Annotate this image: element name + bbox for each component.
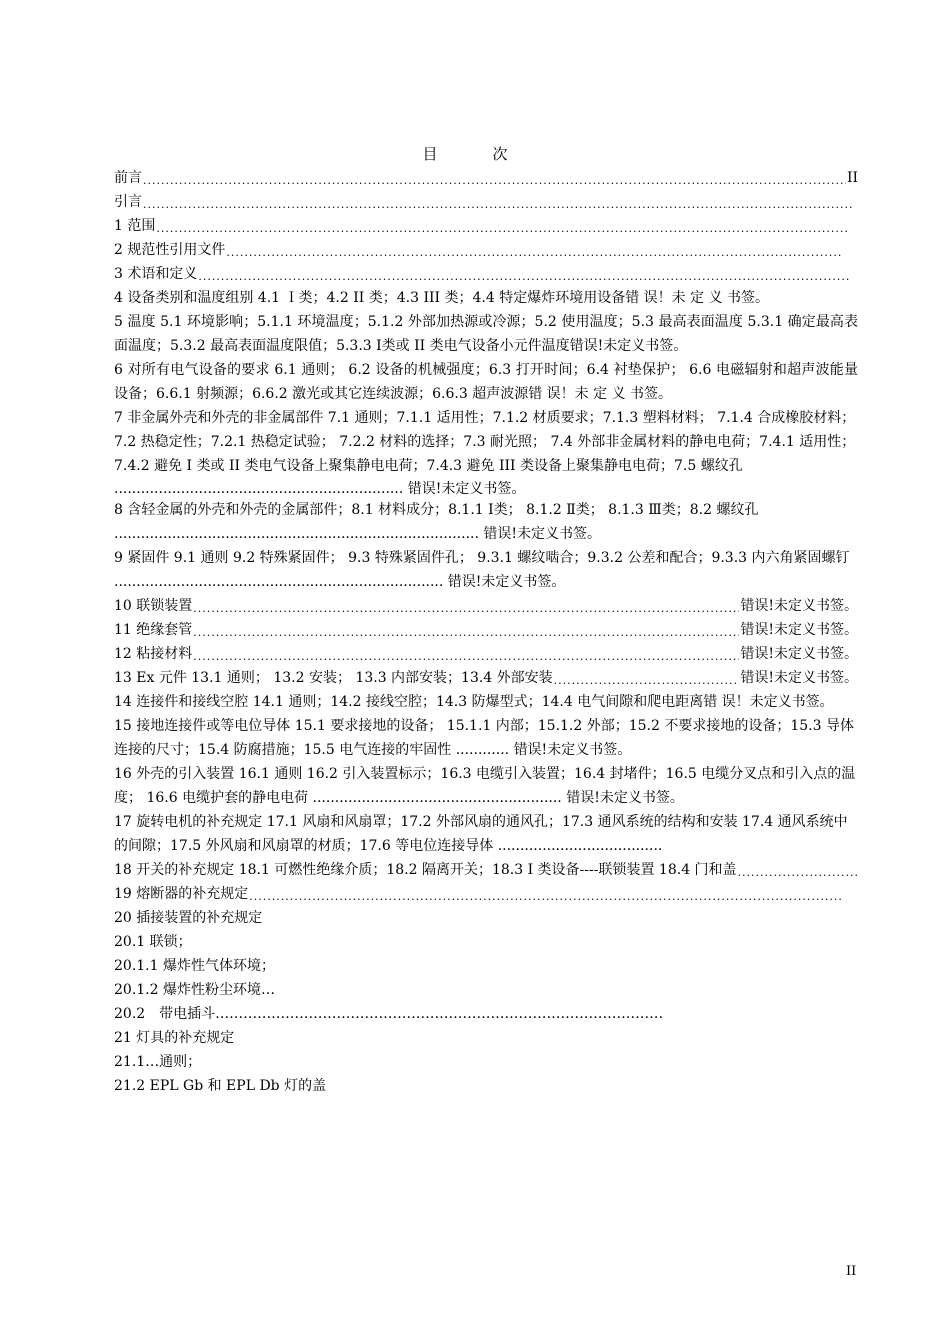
toc-entry-20-1[interactable]: 20.1 联锁；	[114, 934, 192, 950]
toc-entry-21-2[interactable]: 21.2 EPL Gb 和 EPL Db 灯的盖	[114, 1078, 327, 1094]
toc-entry-21[interactable]: 21 灯具的补充规定	[114, 1030, 235, 1046]
toc-entry-14[interactable]: 14 连接件和接线空腔 14.1 通则；14.2 接线空腔；14.3 防爆型式；14.4 电气间隙和爬电距离错 误！未定义书签。	[114, 694, 834, 710]
toc-entry-13[interactable]: 13 Ex 元件 13.1 通则； 13.2 安装； 13.3 内部安装；13.4 外部安装 ..... 错误!未定义书签。	[114, 666, 858, 690]
leader-dots	[193, 648, 739, 666]
leader-dots	[193, 600, 739, 618]
leader-dots: ..........................................................................	[114, 574, 444, 590]
toc-entry-20-2[interactable]: 20.2 带电插斗……………………………………………………………………………………	[114, 1006, 664, 1022]
toc-entry-17[interactable]: 17 旋转电机的补充规定 17.1 风扇和风扇罩；17.2 外部风扇的通风孔；17.3 通风系统的结构和安装 17.4 通风系统中的间隙；17.5 外风扇和风扇罩的材质；17.6 等电位连接导体 .....................................	[114, 814, 848, 854]
toc-entry-20[interactable]: 20 插接装置的补充规定	[114, 910, 263, 926]
toc-entry-20-1-1[interactable]: 20.1.1 爆炸性气体环境；	[114, 958, 275, 974]
leader-dots	[193, 624, 739, 642]
toc-entry-normative-references[interactable]: 2 规范性引用文件 .....	[114, 238, 844, 262]
leader-dots	[198, 268, 849, 286]
leader-dots	[143, 196, 853, 214]
leader-dots: .....................................	[497, 838, 663, 854]
toc-entry-12[interactable]: 12 粘接材料 ..... 错误!未定义书签。	[114, 642, 858, 666]
leader-dots	[143, 172, 846, 190]
toc-entry-7[interactable]: 7 非金属外壳和外壳的非金属部件 7.1 通则；7.1.1 适用性；7.1.2 材质要求；7.1.3 塑料材料； 7.1.4 合成橡胶材料；7.2 热稳定性；7.2.1 热稳定试验； 7.2.2 材料的选择；7.3 耐光照； 7.4 外部非金属材料的静电电荷；7.4.1 适用性；7.4.2 避免 I 类或 II 类电气设备上聚集静电电荷；7.4.3 避免 III 类设备上聚集静电电荷；7.5 螺纹孔 ................................................................. 错误!未定义书签。	[114, 410, 856, 497]
toc-entry-5[interactable]: 5 温度 5.1 环境影响；5.1.1 环境温度；5.1.2 外部加热源或冷源；5.2 使用温度；5.3 最高表面温度 5.3.1 确定最高表面温度；5.3.2 最高表面温度限值；5.3.3 Ⅰ类或 II 类电气设备小元件温度错误!未定义书签。	[114, 314, 858, 354]
toc-entry-6[interactable]: 6 对所有电气设备的要求 6.1 通则； 6.2 设备的机械强度；6.3 打开时间；6.4 衬垫保护； 6.6 电磁辐射和超声波能量设备；6.6.1 射频源；6.6.2 激光或其它连续波源；6.6.3 超声波源错 误！未 定 义 书签。	[114, 362, 858, 402]
toc-entry-20-1-2[interactable]: 20.1.2 爆炸性粉尘环境…	[114, 982, 275, 998]
toc-entry-19[interactable]: 19 熔断器的补充规定 .....	[114, 882, 842, 906]
toc-entry-9[interactable]: 9 紧固件 9.1 通则 9.2 特殊紧固件； 9.3 特殊紧固件孔； 9.3.1 螺纹啮合；9.3.2 公差和配合；9.3.3 内六角紧固螺钉 .......................................................................... 错误!未定义书签。	[114, 550, 850, 590]
toc-entry-4[interactable]: 4 设备类别和温度组别 4.1 Ｉ类；4.2 II 类；4.3 III 类；4.4 特定爆炸环境用设备错 误！未 定 义 书签。	[114, 290, 770, 306]
leader-dots: ........................................................	[312, 790, 562, 806]
table-of-contents	[114, 166, 858, 1098]
leader-dots	[738, 864, 857, 882]
toc-entry-16[interactable]: 16 外壳的引入装置 16.1 通则 16.2 引入装置标示；16.3 电缆引入装置；16.4 封堵件；16.5 电缆分叉点和引入点的温度； 16.6 电缆护套的静电电荷 ........................................................ 错误!未定义书签。	[114, 766, 856, 806]
toc-entry-18[interactable]: 18 开关的补充规定 18.1 可燃性绝缘介质；18.2 隔离开关；18.3 I 类设备----联锁装置 18.4 门和盖 .....	[114, 858, 858, 882]
toc-entry-terms[interactable]: 3 术语和定义 .....	[114, 262, 850, 286]
leader-dots: .................................................................	[114, 481, 404, 497]
toc-entry-10[interactable]: 10 联锁装置 ..... 错误!未定义书签。	[114, 594, 858, 618]
toc-entry-21-1[interactable]: 21.1…通则；	[114, 1054, 202, 1070]
leader-dots: ............	[455, 742, 510, 758]
toc-title: 目 次	[422, 145, 528, 163]
toc-entry-introduction[interactable]: 引言 .....	[114, 190, 854, 214]
leader-dots	[554, 672, 740, 690]
toc-entry-15[interactable]: 15 接地连接件或等电位导体 15.1 要求接地的设备； 15.1.1 内部；15.1.2 外部；15.2 不要求接地的设备；15.3 导体连接的尺寸；15.4 防腐措施；15.5 电气连接的牢固性 ............ 错误!未定义书签。	[114, 718, 854, 758]
leader-dots	[156, 220, 849, 238]
leader-dots	[249, 888, 841, 906]
page-number: II	[846, 1264, 857, 1279]
leader-dots	[226, 244, 843, 262]
toc-entry-11[interactable]: 11 绝缘套管 ..... 错误!未定义书签。	[114, 618, 858, 642]
toc-entry-foreword[interactable]: 前言 ..... II	[114, 166, 858, 190]
toc-entry-8[interactable]: 8 含轻金属的外壳和外壳的金属部件；8.1 材料成分；8.1.1 Ⅰ类； 8.1.2 Ⅱ类； 8.1.3 Ⅲ类；8.2 螺纹孔 .................................................................................. 错误!未定义书签。	[114, 502, 759, 542]
toc-entry-scope[interactable]: 1 范围 .....	[114, 214, 850, 238]
leader-dots: ..................................................................................	[114, 526, 479, 542]
